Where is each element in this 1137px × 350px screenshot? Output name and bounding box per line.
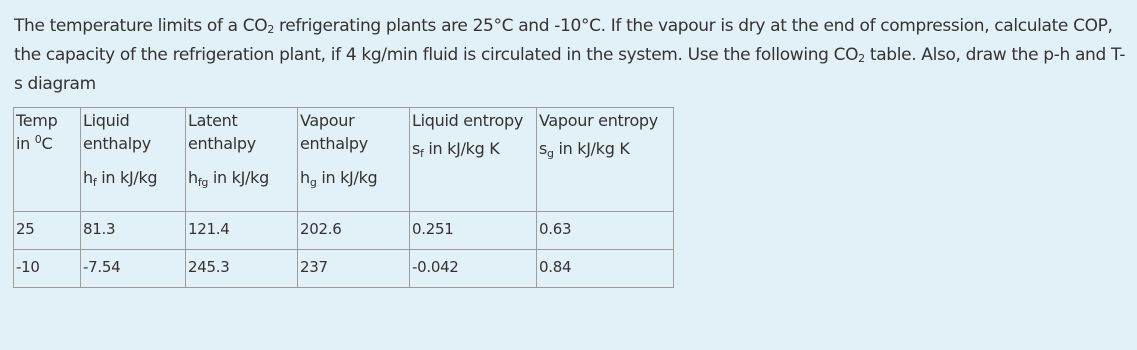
cell-sf: -0.042 <box>410 250 537 288</box>
header-vapour-enthalpy: Vapour enthalpy hg in kJ/kg <box>298 108 410 212</box>
header-vapour-entropy: Vapour entropy sg in kJ/kg K <box>537 108 674 212</box>
question-part-3: table. Also, draw the p-h and T-s diagram <box>14 45 1126 94</box>
cell-sg: 0.63 <box>537 212 674 250</box>
co2-subscript-1: 2 <box>267 23 274 36</box>
header-temp <box>14 108 81 212</box>
header-hf-unit: hf in kJ/kg <box>83 168 158 189</box>
header-hfg-unit: hfg in kJ/kg <box>188 168 269 189</box>
header-temp-line1: Temp <box>16 111 58 130</box>
question-part-1: The temperature limits of a CO <box>14 16 268 36</box>
header-sf-unit: sf in kJ/kg K <box>412 139 500 160</box>
header-sg-unit: sg in kJ/kg K <box>539 139 630 160</box>
cell-sg: 0.84 <box>537 250 674 288</box>
cell-sf: 0.251 <box>410 212 537 250</box>
question-part-2: refrigerating plants are 25°C and -10°C. If the vapour is dry at the end of compression, calculate COP, the capacity of the refrigeration plant, if 4 kg/min fluid is circulated in the system. Use the following CO <box>14 16 1113 65</box>
cell-hg: 202.6 <box>298 212 410 250</box>
co2-property-table <box>13 107 674 288</box>
header-liquid-entropy: Liquid entropy sf in kJ/kg K <box>410 108 537 212</box>
table-row <box>14 250 674 288</box>
cell-temp: -10 <box>14 250 81 288</box>
table-row <box>14 212 674 250</box>
header-liquid-enthalpy: Liquid enthalpy hf in kJ/kg <box>81 108 186 212</box>
header-temp-line2: in $^0$C <box>16 133 53 153</box>
cell-temp: 25 <box>14 212 81 250</box>
cell-hfg: 121.4 <box>186 212 298 250</box>
table-header-row <box>14 108 674 212</box>
cell-hg: 237 <box>298 250 410 288</box>
header-hg-unit: hg in kJ/kg <box>300 168 378 189</box>
co2-subscript-2: 2 <box>858 52 865 65</box>
header-latent-enthalpy: Latent enthalpy hfg in kJ/kg <box>186 108 298 212</box>
question-text <box>14 12 1129 99</box>
cell-hfg: 245.3 <box>186 250 298 288</box>
cell-hf: 81.3 <box>81 212 186 250</box>
cell-hf: -7.54 <box>81 250 186 288</box>
